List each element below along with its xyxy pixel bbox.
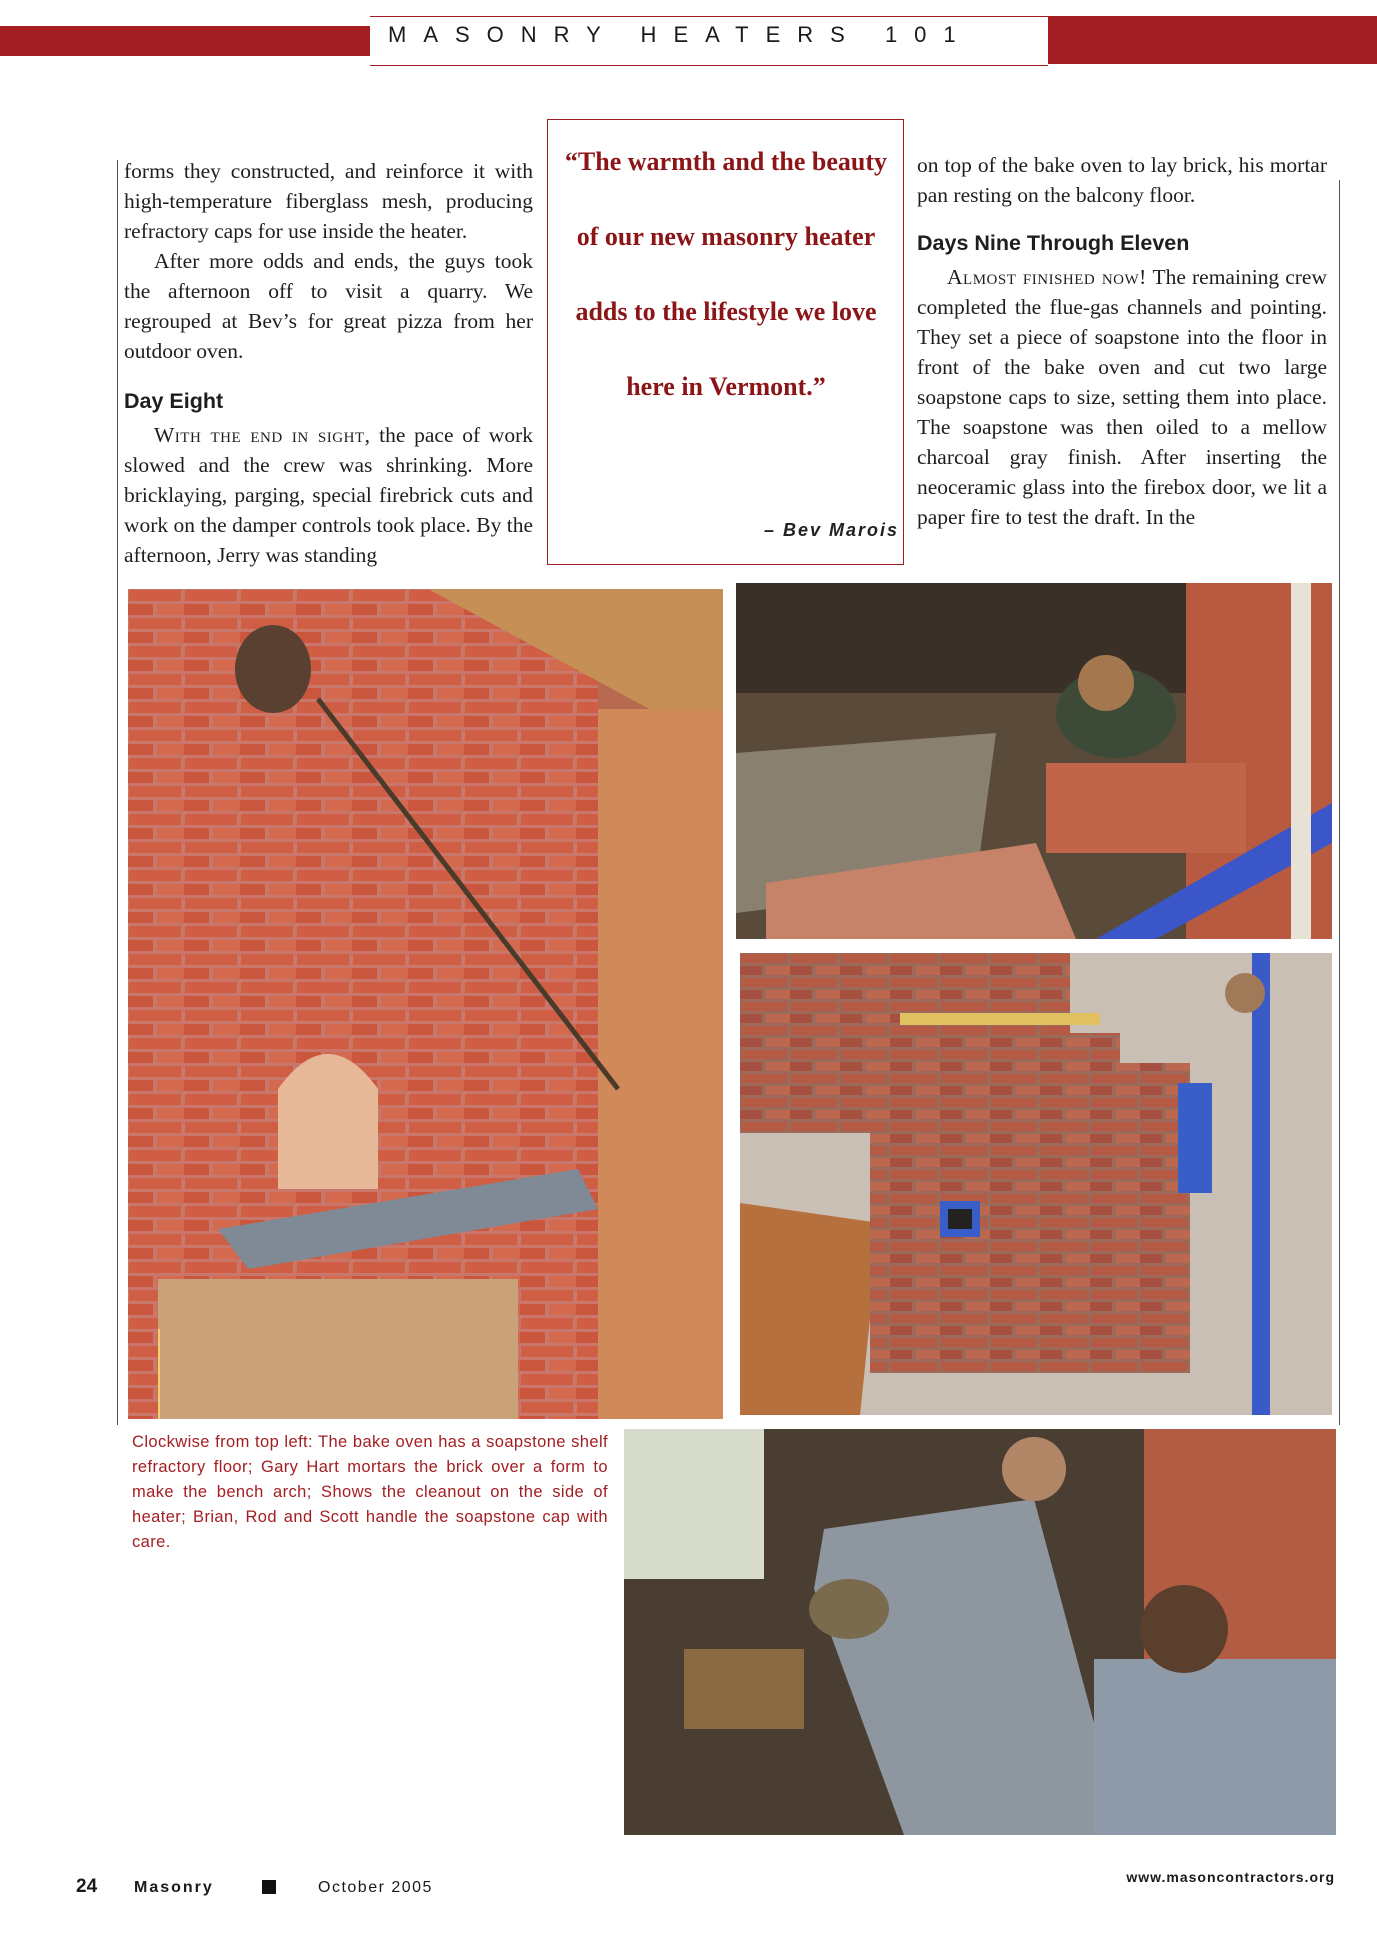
pull-quote: “The warmth and the beauty of our new masonry heater adds to the lifestyle we love here in Vermont.” xyxy=(564,147,888,401)
photo-caption: Clockwise from top left: The bake oven has a soapstone shelf refractory floor; Gary Hart mortars the brick over a form to make the bench arch; Shows the cleanout on the side of heater; Brian, Rod and Scott handle the soapstone cap with care. xyxy=(132,1433,608,1551)
paragraph: forms they constructed, and reinforce it with high-temperature fiberglass mesh, producing refractory caps for use inside the heater. xyxy=(124,159,533,243)
website-url: www.masoncontractors.org xyxy=(1126,1869,1335,1885)
paragraph-body: the pace of work slowed and the crew was shrinking. More bricklaying, parging, special firebrick cuts and work on the damper controls took place. By the afternoon, Jerry was standing xyxy=(124,423,533,567)
issue-date: October 2005 xyxy=(318,1879,433,1896)
article-column-3 xyxy=(917,150,1327,532)
photo-soapstone-cap xyxy=(624,1429,1336,1835)
paragraph-body: The remaining crew completed the flue-gas channels and pointing. They set a piece of soapstone into the floor in front of the bake oven and cut two large soapstone caps to size, setting them into place. The soapstone was then oiled to a mellow charcoal gray finish. After inserting the neoceramic glass into the firebox door, we lit a paper fire to test the draft. In the xyxy=(917,265,1327,529)
paragraph xyxy=(917,262,1327,532)
paragraph: on top of the bake oven to lay brick, his mortar pan resting on the balcony floor. xyxy=(917,153,1327,207)
lead-in: With the end in sight, xyxy=(154,423,371,447)
header-bar-left xyxy=(0,26,370,56)
photo-bake-oven xyxy=(128,589,723,1419)
page-number: 24 xyxy=(76,1876,98,1897)
article-column-1 xyxy=(124,156,533,570)
subheading-days-nine-eleven: Days Nine Through Eleven xyxy=(917,231,1190,255)
pull-quote-attribution: – Bev Marois xyxy=(763,520,899,540)
magazine-name: Masonry xyxy=(134,1879,214,1896)
column-rule-left xyxy=(117,160,118,1425)
square-bullet-icon xyxy=(262,1880,276,1894)
photo-cleanout xyxy=(740,953,1332,1415)
photo-mortar-bench-arch xyxy=(736,583,1332,939)
column-rule-right xyxy=(1339,180,1340,1425)
paragraph: After more odds and ends, the guys took the afternoon off to visit a quarry. We regrouped at Bev’s for great pizza from her outdoor oven. xyxy=(124,249,533,363)
paragraph xyxy=(124,420,533,570)
subheading-day-eight: Day Eight xyxy=(124,389,224,413)
lead-in: Almost finished now! xyxy=(947,265,1147,289)
section-title: MASONRY HEATERS 101 xyxy=(388,22,973,47)
header-bar-right xyxy=(1048,16,1377,64)
